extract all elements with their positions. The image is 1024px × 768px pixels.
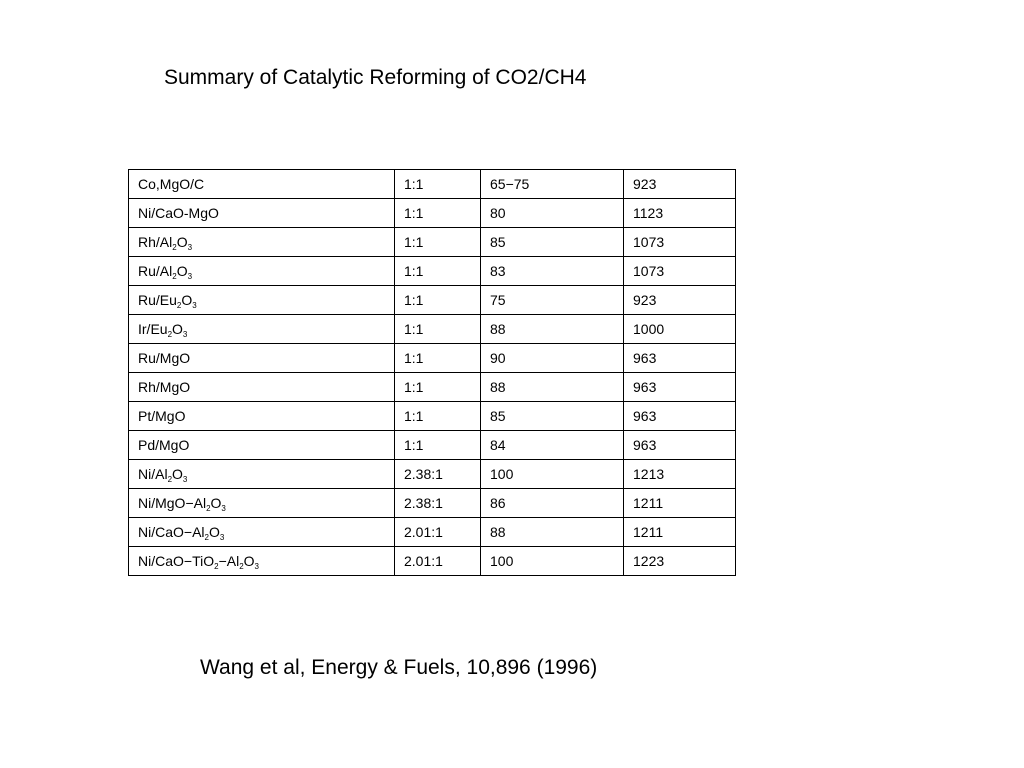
catalyst-table <box>128 169 736 576</box>
table-row <box>129 460 736 489</box>
catalyst-subscript: 2 <box>204 533 209 542</box>
catalyst-text: O <box>172 466 183 482</box>
catalyst-subscript: 3 <box>254 562 259 571</box>
catalyst-text: −Al <box>218 553 240 569</box>
temperature-cell: 963 <box>624 344 736 373</box>
catalyst-text: Rh/MgO <box>138 379 191 395</box>
conversion-cell: 88 <box>481 315 624 344</box>
ratio-cell: 2.01:1 <box>395 518 481 547</box>
catalyst-text: Ru/Eu <box>138 292 177 308</box>
catalyst-text: Ru/MgO <box>138 350 191 366</box>
catalyst-text: O <box>172 321 183 337</box>
catalyst-text: O <box>176 263 188 279</box>
catalyst-subscript: 2 <box>172 243 177 252</box>
temperature-cell: 963 <box>624 402 736 431</box>
catalyst-text: Ru/Al <box>138 263 173 279</box>
table-row <box>129 228 736 257</box>
temperature-cell: 1000 <box>624 315 736 344</box>
table-row <box>129 518 736 547</box>
conversion-cell: 80 <box>481 199 624 228</box>
catalyst-text: O <box>208 524 220 540</box>
ratio-cell: 1:1 <box>395 286 481 315</box>
table-row <box>129 315 736 344</box>
table-row <box>129 170 736 199</box>
catalyst-text: Ni/MgO−Al <box>138 495 207 511</box>
ratio-cell: 1:1 <box>395 199 481 228</box>
ratio-cell: 1:1 <box>395 402 481 431</box>
table-row <box>129 199 736 228</box>
conversion-cell: 100 <box>481 460 624 489</box>
catalyst-cell <box>129 286 395 315</box>
conversion-cell: 85 <box>481 402 624 431</box>
catalyst-text: Rh/Al <box>138 234 173 250</box>
table-row <box>129 257 736 286</box>
ratio-cell: 1:1 <box>395 228 481 257</box>
ratio-cell: 1:1 <box>395 315 481 344</box>
ratio-cell: 1:1 <box>395 170 481 199</box>
catalyst-subscript: 2 <box>172 272 177 281</box>
table-row <box>129 286 736 315</box>
temperature-cell: 963 <box>624 431 736 460</box>
conversion-cell: 75 <box>481 286 624 315</box>
catalyst-text: Pd/MgO <box>138 437 190 453</box>
catalyst-text: Ni/CaO-MgO <box>138 205 219 221</box>
catalyst-cell <box>129 518 395 547</box>
slide-title: Summary of Catalytic Reforming of CO2/CH4 <box>164 66 587 89</box>
temperature-cell: 1213 <box>624 460 736 489</box>
table-row <box>129 402 736 431</box>
catalyst-cell <box>129 315 395 344</box>
table-row <box>129 547 736 576</box>
catalyst-subscript: 2 <box>214 562 219 571</box>
catalyst-subscript: 2 <box>239 562 244 571</box>
catalyst-subscript: 2 <box>167 330 173 339</box>
catalyst-subscript: 3 <box>192 301 197 310</box>
catalyst-subscript: 3 <box>182 330 188 339</box>
catalyst-cell <box>129 170 395 199</box>
catalyst-text: O <box>181 292 193 308</box>
ratio-cell: 1:1 <box>395 257 481 286</box>
conversion-cell: 88 <box>481 518 624 547</box>
conversion-cell: 86 <box>481 489 624 518</box>
ratio-cell: 2.38:1 <box>395 460 481 489</box>
catalyst-text: O <box>243 553 255 569</box>
catalyst-subscript: 3 <box>187 272 193 281</box>
conversion-cell: 65−75 <box>481 170 624 199</box>
conversion-cell: 90 <box>481 344 624 373</box>
temperature-cell: 963 <box>624 373 736 402</box>
catalyst-text: Ni/CaO−Al <box>138 524 205 540</box>
catalyst-text: O <box>210 495 222 511</box>
catalyst-text: Pt/MgO <box>138 408 186 424</box>
temperature-cell: 923 <box>624 286 736 315</box>
conversion-cell: 100 <box>481 547 624 576</box>
temperature-cell: 1211 <box>624 518 736 547</box>
catalyst-subscript: 2 <box>167 475 173 484</box>
ratio-cell: 1:1 <box>395 431 481 460</box>
catalyst-text: Ni/CaO−TiO <box>138 553 215 569</box>
conversion-cell: 84 <box>481 431 624 460</box>
temperature-cell: 1073 <box>624 257 736 286</box>
catalyst-subscript: 3 <box>187 243 193 252</box>
ratio-cell: 1:1 <box>395 344 481 373</box>
table-row <box>129 431 736 460</box>
conversion-cell: 83 <box>481 257 624 286</box>
catalyst-subscript: 3 <box>182 475 188 484</box>
ratio-cell: 2.38:1 <box>395 489 481 518</box>
temperature-cell: 1211 <box>624 489 736 518</box>
ratio-cell: 1:1 <box>395 373 481 402</box>
catalyst-cell <box>129 431 395 460</box>
citation: Wang et al, Energy & Fuels, 10,896 (1996) <box>200 656 598 679</box>
temperature-cell: 923 <box>624 170 736 199</box>
catalyst-text: Ni/Al <box>138 466 168 482</box>
catalyst-subscript: 3 <box>221 504 226 513</box>
catalyst-text: Co,MgO/C <box>138 176 205 192</box>
table-row <box>129 489 736 518</box>
catalyst-cell <box>129 402 395 431</box>
catalyst-cell <box>129 199 395 228</box>
catalyst-text: O <box>176 234 188 250</box>
ratio-cell: 2.01:1 <box>395 547 481 576</box>
conversion-cell: 85 <box>481 228 624 257</box>
catalyst-subscript: 2 <box>206 504 211 513</box>
catalyst-cell <box>129 257 395 286</box>
conversion-cell: 88 <box>481 373 624 402</box>
catalyst-subscript: 3 <box>219 533 225 542</box>
temperature-cell: 1223 <box>624 547 736 576</box>
catalyst-subscript: 2 <box>176 301 182 310</box>
catalyst-cell <box>129 460 395 489</box>
catalyst-text: Ir/Eu <box>138 321 168 337</box>
catalyst-cell <box>129 547 395 576</box>
catalyst-cell <box>129 228 395 257</box>
temperature-cell: 1123 <box>624 199 736 228</box>
catalyst-cell <box>129 373 395 402</box>
catalyst-table-body <box>129 170 736 576</box>
temperature-cell: 1073 <box>624 228 736 257</box>
catalyst-cell <box>129 344 395 373</box>
catalyst-cell <box>129 489 395 518</box>
table-row <box>129 373 736 402</box>
table-row <box>129 344 736 373</box>
